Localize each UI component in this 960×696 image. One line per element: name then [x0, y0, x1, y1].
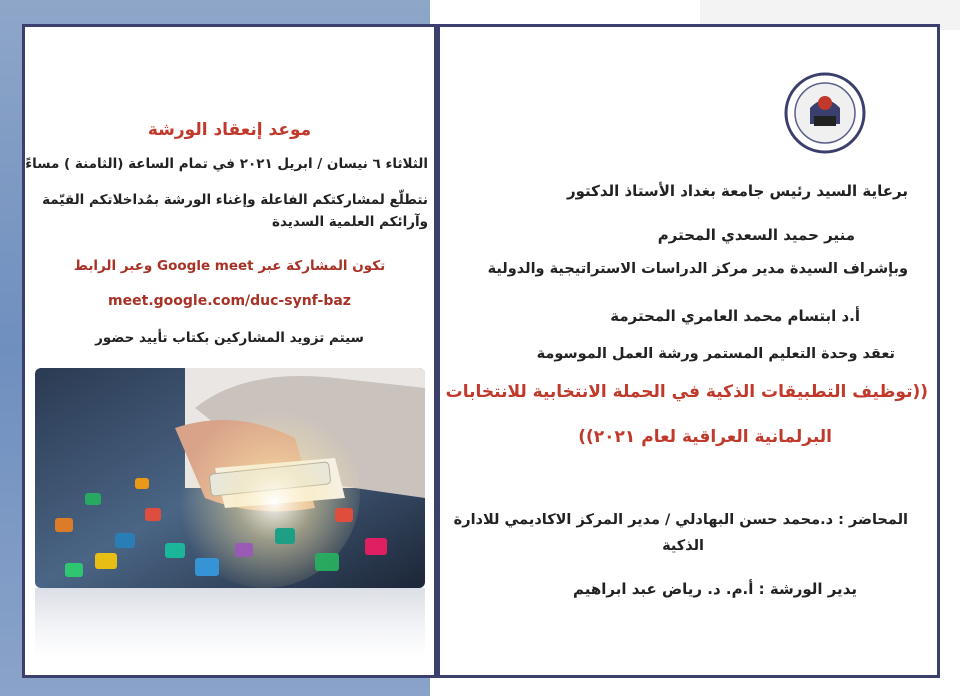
workshop-title-1: ((توظيف التطبيقات الذكية في الحملة الانتخابية للانتخابات — [445, 382, 928, 402]
lecturer-line: المحاضر : د.محمد حسن البهادلي / مدير المركز الاكاديمي للادارة — [453, 512, 908, 528]
patronage-line: برعاية السيد رئيس جامعة بغداد الأستاذ الدكتور — [566, 182, 908, 200]
invite-line-1: نتطلّع لمشاركتكم الفاعلة وإغناء الورشة بمُداخلاتكم القيّمة — [42, 192, 428, 208]
lecturer-line-2: الذكية — [662, 538, 704, 554]
date-line: الثلاثاء ٦ نيسان / ابريل ٢٠٢١ في تمام الساعة (الثامنة ) مساءً — [25, 156, 428, 172]
schedule-heading: موعد إنعقاد الورشة — [147, 120, 312, 140]
meet-link[interactable]: meet.google.com/duc-synf-baz — [108, 293, 351, 309]
supervision-line: وبإشراف السيدة مدير مركز الدراسات الاستراتيجية والدولية — [487, 261, 908, 277]
workshop-title-2: البرلمانية العراقية لعام ٢٠٢١)) — [578, 427, 832, 447]
director-name: أ.د ابتسام محمد العامري المحترمة — [610, 307, 860, 325]
participation-line: تكون المشاركة عبر Google meet وعبر الرابط — [73, 258, 386, 274]
smartphone-apps-photo — [35, 368, 425, 588]
certificate-line: سيتم تزويد المشاركين بكتاب تأييد حضور — [95, 330, 364, 346]
president-name: منير حميد السعدي المحترم — [657, 226, 855, 244]
photo-reflection — [35, 588, 425, 658]
moderator-line: يدير الورشة : أ.م. د. رياض عبد ابراهيم — [572, 580, 857, 598]
workshop-intro: تعقد وحدة التعليم المستمر ورشة العمل الموسومة — [536, 346, 895, 362]
university-seal-icon — [784, 72, 866, 154]
invite-line-2: وآرائكم العلمية السديدة — [272, 214, 428, 230]
hands-smartphone-icon — [35, 368, 425, 588]
